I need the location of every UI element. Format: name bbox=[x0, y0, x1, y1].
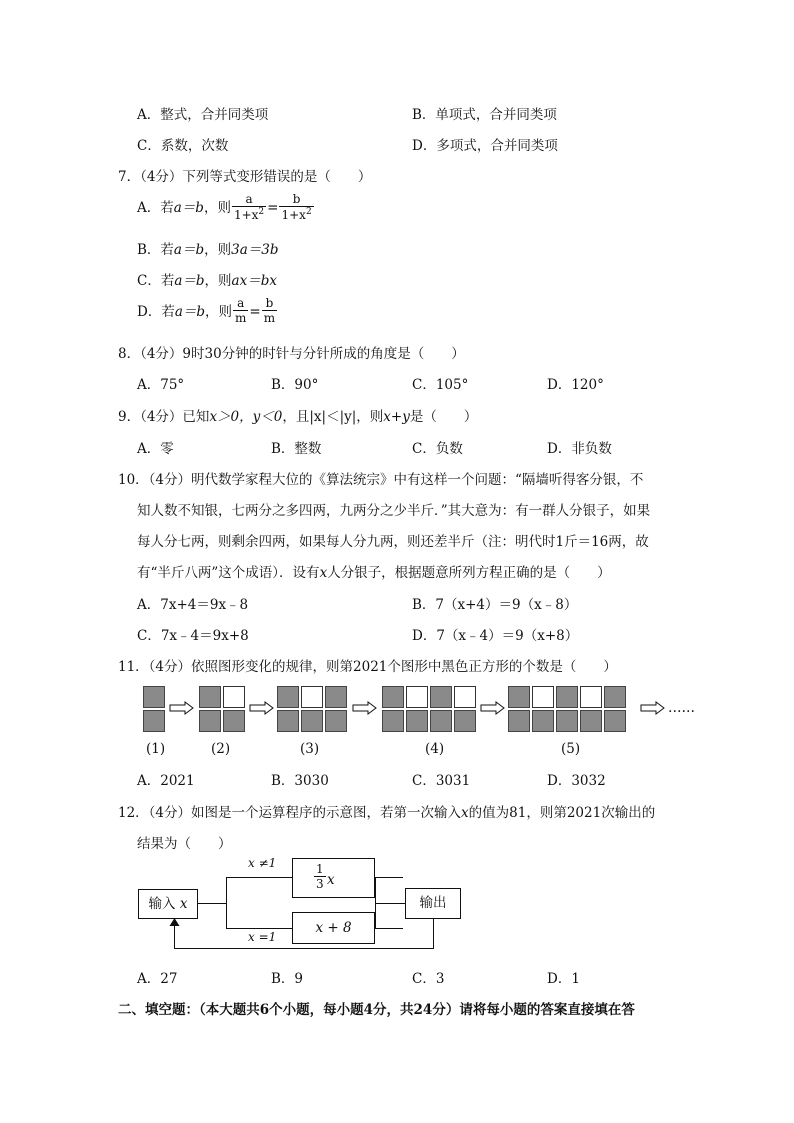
flow-line bbox=[433, 919, 434, 949]
q9-option-a: A．零 bbox=[137, 441, 174, 457]
flow-fraction-num: 1 bbox=[316, 862, 324, 876]
q7-d-equals: = bbox=[249, 304, 261, 320]
q7-d-then: ，则 bbox=[205, 304, 233, 320]
q7-a-exp-right: 2 bbox=[305, 206, 312, 217]
pattern-square-black bbox=[277, 710, 299, 732]
q11-option-b: B．3030 bbox=[271, 773, 329, 789]
pattern-square-black bbox=[508, 710, 530, 732]
pattern-ellipsis: …… bbox=[668, 700, 695, 716]
pattern-label-1: (1) bbox=[146, 741, 166, 757]
q6-option-d: D．多项式，合并同类项 bbox=[412, 138, 558, 154]
q9-stem bbox=[118, 405, 477, 425]
flow-input-box bbox=[138, 889, 198, 919]
q10-line4-var: x bbox=[319, 565, 328, 581]
q10-option-c: C．7x﹣4＝9x+8 bbox=[137, 628, 249, 644]
q9-stem-expr: x+y bbox=[383, 409, 410, 425]
q7-stem: 7．（4分）下列等式变形错误的是（ ） bbox=[118, 169, 372, 185]
flow-line bbox=[174, 948, 434, 949]
q7-option-a bbox=[137, 191, 315, 222]
pattern-square-black bbox=[508, 686, 530, 708]
q7-d-fraction-right bbox=[262, 297, 277, 324]
pattern-label-5: (5) bbox=[561, 741, 581, 757]
flow-line bbox=[376, 903, 405, 904]
q7-d-num-right: b bbox=[262, 297, 277, 311]
flow-line bbox=[375, 928, 403, 929]
flow-line bbox=[226, 928, 292, 929]
q12-line1-var: x bbox=[461, 805, 469, 821]
q8-option-d: D．120° bbox=[547, 377, 604, 393]
q7-c-condition: a＝b bbox=[174, 273, 205, 289]
pattern-square-black bbox=[604, 710, 626, 732]
q10-line4 bbox=[137, 561, 611, 581]
q12-option-c: C．3 bbox=[412, 971, 445, 987]
q10-line1: 10．（4分）明代数学家程大位的《算法统宗》中有这样一个问题：“隔墙听得客分银，不 bbox=[118, 472, 644, 488]
pattern-label-3: (3) bbox=[300, 741, 320, 757]
pattern-square-black bbox=[325, 686, 347, 708]
q10-option-b: B．7（x+4）＝9（x﹣8） bbox=[412, 597, 578, 613]
pattern-square-black bbox=[430, 710, 452, 732]
pattern-square-black bbox=[143, 686, 165, 708]
q6-option-b: B．单项式，合并同类项 bbox=[412, 107, 557, 123]
flow-output-label: 输出 bbox=[419, 895, 447, 911]
q9-option-c: C．负数 bbox=[412, 441, 463, 457]
q10-line2: 知人数不知银，七两分之多四两，九两分之少半斤．”其大意为：有一群人分银子，如果 bbox=[137, 503, 651, 519]
q7-d-fraction-left bbox=[233, 297, 248, 324]
right-arrow-icon bbox=[169, 701, 195, 715]
q10-line4-a: 有“半斤八两”这个成语）．设有 bbox=[137, 565, 320, 581]
q7-c-then: ，则 bbox=[204, 273, 232, 289]
pattern-square-black bbox=[301, 710, 323, 732]
right-arrow-icon bbox=[640, 701, 666, 715]
q7-d-den-left: m bbox=[235, 311, 247, 325]
right-arrow-icon bbox=[352, 701, 378, 715]
q7-a-then: ，则 bbox=[203, 200, 231, 216]
pattern-square-white bbox=[580, 686, 602, 708]
q9-stem-a: 9．（4分）已知 bbox=[118, 409, 210, 425]
q7-d-prefix: D．若 bbox=[137, 304, 175, 320]
flow-input-label: 输入 bbox=[148, 896, 176, 912]
pattern-square-black bbox=[325, 710, 347, 732]
flow-line bbox=[375, 877, 403, 878]
pattern-square-black bbox=[532, 710, 554, 732]
q7-option-c bbox=[137, 269, 277, 289]
pattern-square-black bbox=[454, 710, 476, 732]
pattern-square-white bbox=[223, 686, 245, 708]
q8-option-c: C．105° bbox=[412, 377, 469, 393]
pattern-square-black bbox=[556, 710, 578, 732]
q10-option-d: D．7（x﹣4）＝9（x+8） bbox=[412, 628, 579, 644]
q7-a-exp-left: 2 bbox=[258, 206, 265, 217]
q10-line3: 每人分七两，则剩余四两，如果每人分九两，则还差半斤（注：明代时1斤＝16两，故 bbox=[137, 534, 649, 550]
flow-line bbox=[174, 924, 175, 949]
pattern-square-black bbox=[430, 686, 452, 708]
q11-option-c: C．3031 bbox=[412, 773, 471, 789]
q9-option-d: D．非负数 bbox=[547, 441, 612, 457]
q12-line1 bbox=[118, 801, 655, 821]
pattern-square-black bbox=[223, 710, 245, 732]
pattern-square-black bbox=[199, 686, 221, 708]
q12-line1-a: 12．（4分）如图是一个运算程序的示意图，若第一次输入 bbox=[118, 805, 462, 821]
pattern-square-black bbox=[406, 710, 428, 732]
pattern-square-black bbox=[199, 710, 221, 732]
pattern-square-white bbox=[454, 686, 476, 708]
pattern-square-black bbox=[556, 686, 578, 708]
q9-stem-cond: x＞0，y＜0 bbox=[209, 409, 283, 425]
q7-b-result: 3a＝3b bbox=[231, 242, 279, 258]
q10-option-a: A．7x+4＝9x﹣8 bbox=[137, 597, 249, 613]
flow-output-box bbox=[405, 888, 461, 919]
q11-stem: 11．（4分）依照图形变化的规律，则第2021个图形中黑色正方形的个数是（ ） bbox=[118, 659, 617, 675]
q12-line2: 结果为（ ） bbox=[137, 836, 232, 852]
pattern-square-white bbox=[532, 686, 554, 708]
flow-line bbox=[198, 903, 226, 904]
q7-b-condition: a＝b bbox=[173, 242, 205, 258]
pattern-label-2: (2) bbox=[211, 741, 231, 757]
q7-c-prefix: C．若 bbox=[137, 273, 175, 289]
q7-a-equals: = bbox=[267, 200, 279, 216]
q6-option-c: C．系数，次数 bbox=[137, 138, 229, 154]
flow-line bbox=[226, 877, 227, 929]
q11-option-a: A．2021 bbox=[137, 773, 195, 789]
pattern-square-black bbox=[604, 686, 626, 708]
flow-cond-bottom: x =1 bbox=[248, 930, 277, 944]
q9-stem-c: ，且|x|＜|y|，则 bbox=[282, 409, 384, 425]
q8-option-a: A．75° bbox=[137, 377, 185, 393]
q6-option-a: A．整式，合并同类项 bbox=[137, 107, 269, 123]
q7-a-den-left: 1+x bbox=[233, 207, 259, 222]
flow-input-var: x bbox=[179, 896, 188, 912]
pattern-square-white bbox=[301, 686, 323, 708]
q7-c-result: ax＝bx bbox=[231, 273, 277, 289]
q7-a-num-right: b bbox=[279, 193, 313, 207]
q9-option-b: B．整数 bbox=[271, 441, 322, 457]
q12-line1-c: 的值为81，则第2021次输出的 bbox=[468, 805, 656, 821]
pattern-square-black bbox=[580, 710, 602, 732]
flow-add-box bbox=[292, 912, 375, 944]
q7-a-fraction-left bbox=[232, 193, 266, 221]
q7-b-prefix: B．若 bbox=[137, 242, 174, 258]
q7-a-prefix: A．若 bbox=[137, 200, 174, 216]
flow-divide-box bbox=[292, 858, 375, 898]
q7-option-d bbox=[137, 296, 278, 325]
pattern-square-white bbox=[406, 686, 428, 708]
q10-line4-c: 人分银子，根据题意所列方程正确的是（ ） bbox=[327, 565, 611, 581]
pattern-square-black bbox=[143, 710, 165, 732]
q7-a-num-left: a bbox=[232, 193, 266, 207]
pattern-label-4: (4) bbox=[425, 741, 445, 757]
flow-fraction-den: 3 bbox=[316, 877, 324, 891]
flow-fraction-var: x bbox=[327, 872, 335, 888]
q7-option-b bbox=[137, 238, 279, 258]
q8-stem: 8．（4分）9时30分钟的时针与分针所成的角度是（ ） bbox=[118, 346, 465, 362]
pattern-square-black bbox=[277, 686, 299, 708]
q7-d-num-left: a bbox=[233, 297, 248, 311]
q11-option-d: D．3032 bbox=[547, 773, 606, 789]
section-2-heading: 二、填空题：（本大题共6个小题，每小题4分，共24分）请将每小题的答案直接填在答 bbox=[118, 1002, 635, 1018]
q8-option-b: B．90° bbox=[271, 377, 319, 393]
right-arrow-icon bbox=[480, 701, 506, 715]
q12-option-d: D．1 bbox=[547, 971, 580, 987]
flow-line bbox=[226, 877, 292, 878]
flow-cond-top: x ≠1 bbox=[248, 856, 277, 870]
q7-d-den-right: m bbox=[263, 311, 276, 325]
q7-b-then: ，则 bbox=[204, 242, 232, 258]
q12-option-b: B．9 bbox=[271, 971, 304, 987]
q7-a-den-right: 1+x bbox=[281, 207, 306, 222]
pattern-square-black bbox=[382, 710, 404, 732]
q7-d-condition: a＝b bbox=[174, 304, 206, 320]
q7-a-fraction-right bbox=[279, 193, 313, 221]
q7-a-condition: a＝b bbox=[173, 200, 204, 216]
flow-add-expr: x + 8 bbox=[315, 920, 352, 936]
pattern-square-black bbox=[382, 686, 404, 708]
q9-stem-e: 是（ ） bbox=[409, 409, 478, 425]
up-arrow-icon bbox=[169, 918, 180, 927]
q12-option-a: A．27 bbox=[137, 971, 178, 987]
flow-fraction bbox=[314, 863, 326, 890]
right-arrow-icon bbox=[249, 701, 275, 715]
